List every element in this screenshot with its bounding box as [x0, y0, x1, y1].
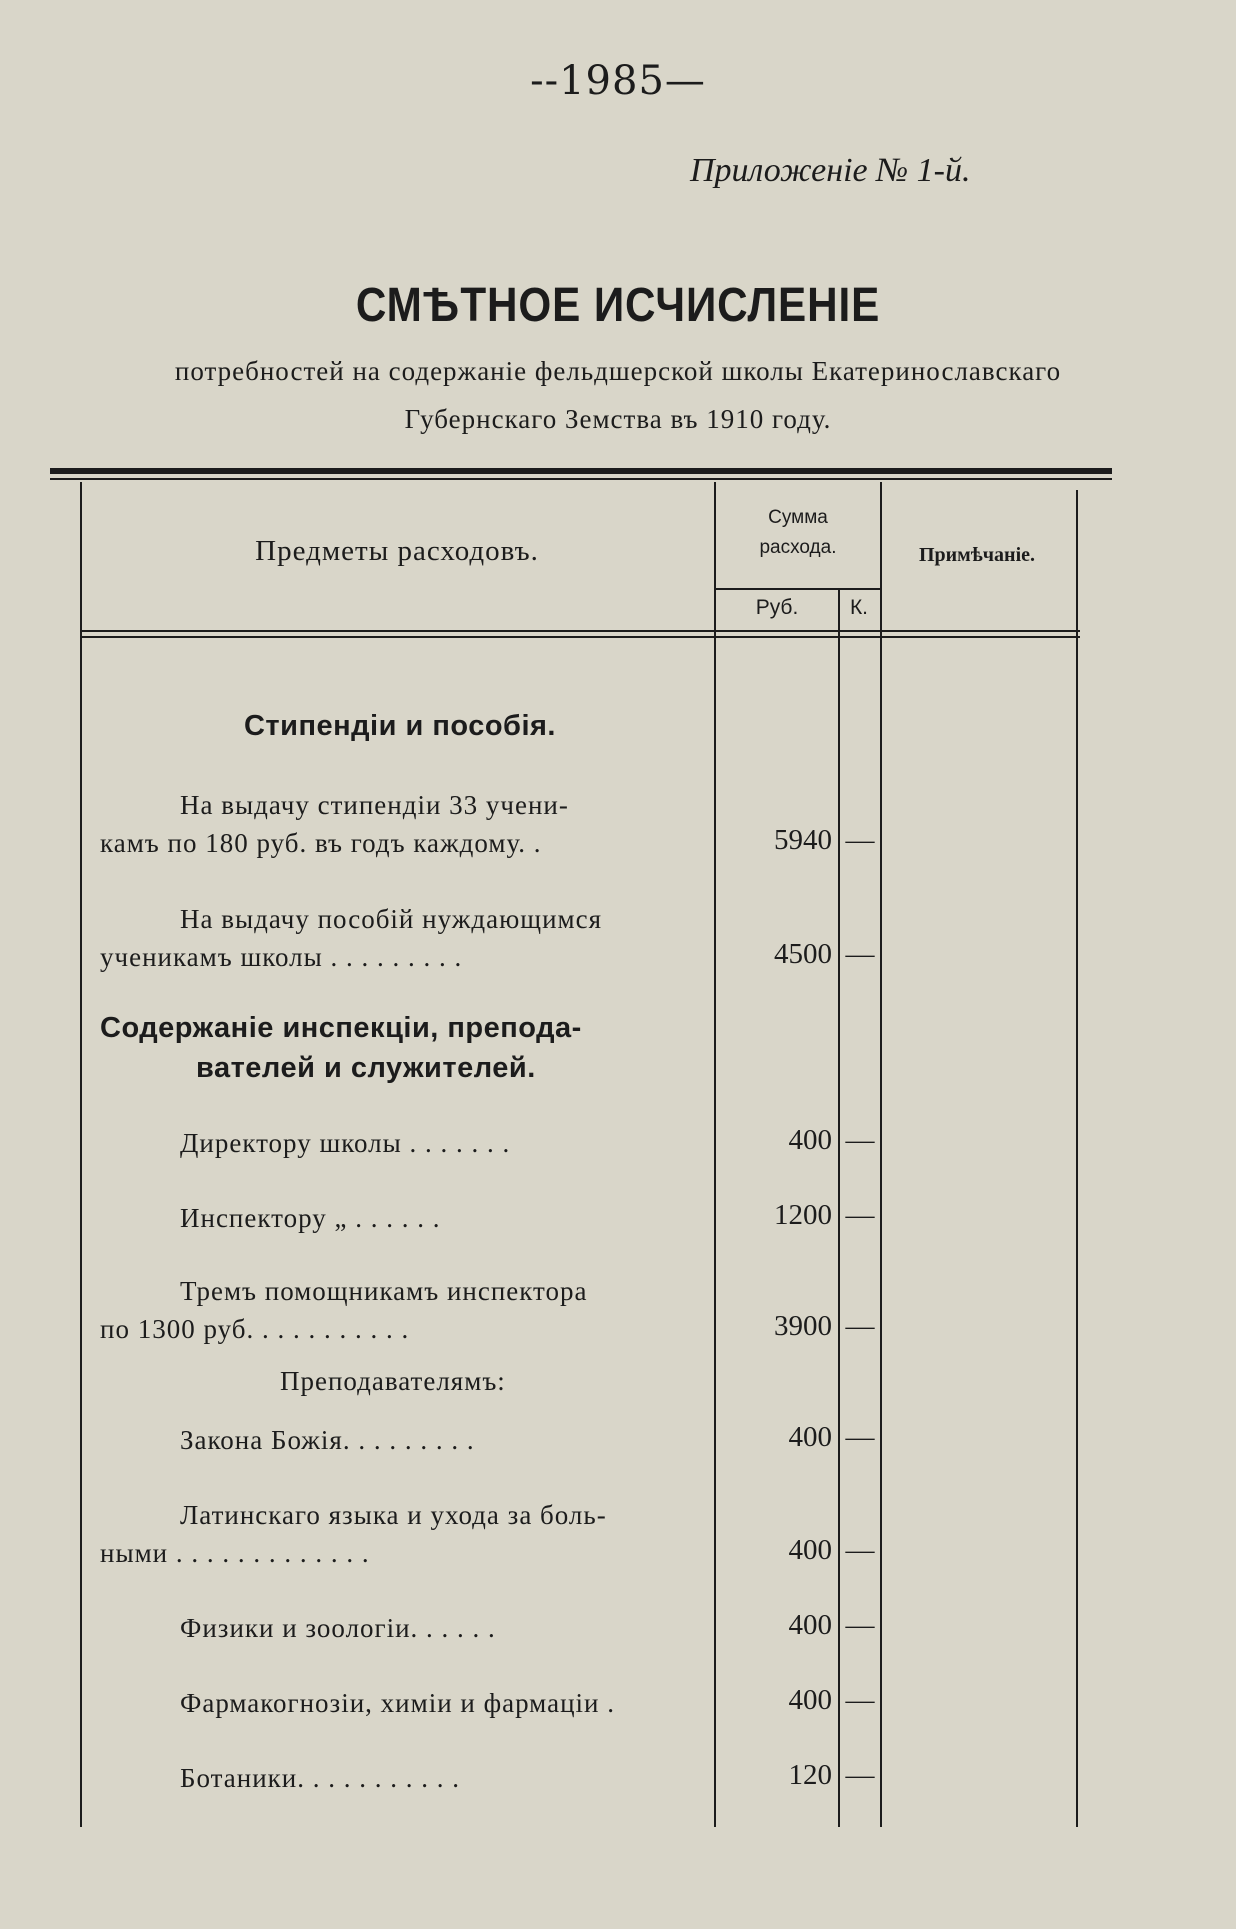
section-title-line-1: Содержанiе инспекцiи, препода- — [100, 1012, 582, 1044]
table-border-left — [80, 482, 82, 1827]
header-note: Примѣчанiе. — [918, 544, 1036, 566]
row-amount-kop: — — [845, 1421, 875, 1453]
row-text-line-1: На выдачу пособiй нуждающимся — [180, 904, 603, 934]
table-row — [100, 1199, 696, 1237]
row-text-line-1: Фармакогнозiи, химiи и фармацiи . — [180, 1688, 615, 1718]
table-row — [100, 1609, 696, 1647]
row-amount-kop: — — [845, 1609, 875, 1641]
row-amount-rub: 5940 — [774, 824, 832, 856]
row-amount-kop: — — [845, 1310, 875, 1342]
table-row — [100, 786, 696, 862]
sum-header-rule — [716, 588, 880, 590]
row-text-line-2: ными . . . . . . . . . . . . . — [100, 1538, 370, 1568]
header-sum-line-1: Сумма — [768, 507, 828, 528]
row-amount-kop: — — [845, 1684, 875, 1716]
row-amount-kop: — — [845, 824, 875, 856]
group-label-teachers: Преподавателямъ: — [280, 1366, 506, 1396]
table-row — [100, 1684, 696, 1722]
header-rule-thick — [50, 468, 1112, 474]
row-amount-kop: — — [845, 1534, 875, 1566]
header-subjects: Предметы расходовъ. — [255, 535, 539, 567]
row-amount-rub: 3900 — [774, 1310, 832, 1342]
header-rule-thin — [50, 478, 1112, 480]
column-divider-note — [880, 482, 882, 1827]
table-row — [100, 1421, 696, 1459]
row-amount-rub: 4500 — [774, 938, 832, 970]
row-amount-kop: — — [845, 938, 875, 970]
column-divider-sum — [714, 482, 716, 1827]
header-sum-line-2: расхода. — [759, 537, 837, 558]
row-amount-rub: 1200 — [774, 1199, 832, 1231]
row-text-line-1: Физики и зоологiи. . . . . . — [180, 1613, 496, 1643]
row-amount-rub: 400 — [788, 1534, 832, 1566]
page-number: --1985— — [530, 58, 706, 104]
row-text-line-1: Тремъ помощникамъ инспектора — [180, 1276, 588, 1306]
row-amount-rub: 400 — [788, 1421, 832, 1453]
row-amount-kop: — — [845, 1759, 875, 1791]
document-title: СМѢТНОЕ ИСЧИСЛЕНIЕ — [355, 279, 881, 332]
table-border-right — [1076, 490, 1078, 1827]
subtitle-line-1: потребностей на содержанiе фельдшерской школы Екатеринославскаго — [174, 356, 1062, 386]
row-amount-rub: 400 — [788, 1684, 832, 1716]
subtitle-line-2: Губернскаго Земства въ 1910 году. — [404, 404, 832, 434]
row-text-line-2: ученикамъ школы . . . . . . . . . — [100, 942, 463, 972]
header-rub: Руб. — [755, 596, 799, 619]
header-bottom-rule-2 — [80, 636, 1080, 638]
row-amount-rub: 400 — [788, 1609, 832, 1641]
row-text-line-1: Инспектору „ . . . . . . — [180, 1203, 441, 1233]
table-row — [100, 1496, 696, 1572]
row-text-line-1: На выдачу стипендiи 33 учени- — [180, 790, 569, 820]
row-amount-kop: — — [845, 1124, 875, 1156]
row-amount-kop: — — [845, 1199, 875, 1231]
table-row — [100, 1759, 696, 1797]
row-text-line-1: Латинскаго языка и ухода за боль- — [180, 1500, 607, 1530]
section-title-line-2: вателей и служителей. — [196, 1052, 536, 1084]
appendix-label: Приложенiе № 1-й. — [690, 152, 971, 189]
row-text-line-1: Ботаники. . . . . . . . . . . — [180, 1763, 460, 1793]
row-text-line-1: Закона Божiя. . . . . . . . . — [180, 1425, 475, 1455]
header-kop: К. — [849, 596, 869, 619]
row-amount-rub: 120 — [788, 1759, 832, 1791]
header-bottom-rule — [80, 630, 1080, 632]
column-divider-kop — [838, 590, 840, 1827]
row-text-line-2: по 1300 руб. . . . . . . . . . . — [100, 1314, 410, 1344]
row-text-line-2: камъ по 180 руб. въ годъ каждому. . — [100, 828, 542, 858]
table-row — [100, 1124, 696, 1162]
table-row — [100, 1272, 696, 1348]
section-title-stipends: Стипендiи и пособiя. — [243, 710, 556, 742]
table-row — [100, 900, 696, 976]
header-sum — [716, 503, 880, 563]
row-amount-rub: 400 — [788, 1124, 832, 1156]
section-title-staff — [100, 1008, 700, 1088]
row-text-line-1: Директору школы . . . . . . . — [180, 1128, 511, 1158]
